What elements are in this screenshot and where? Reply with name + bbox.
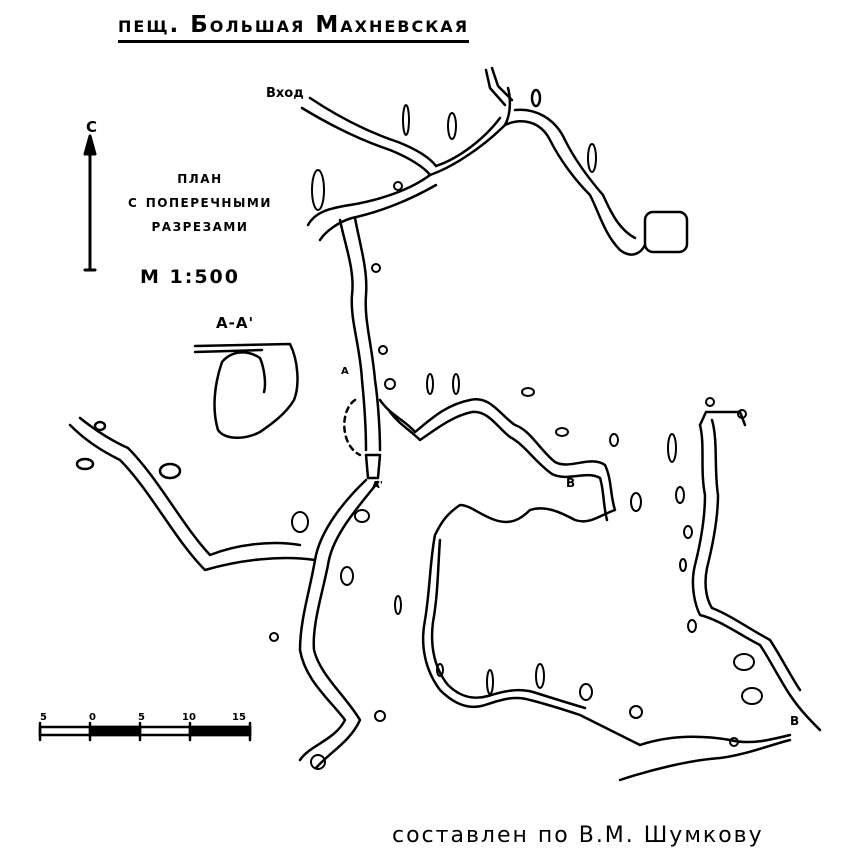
cave-detail-marks [270, 105, 762, 769]
north-label: С [86, 118, 98, 136]
entrance-label: Вход [266, 86, 304, 101]
section-marker-a: А [341, 366, 349, 377]
scale-ratio: М 1:500 [140, 266, 241, 288]
section-marker-b-2: В [790, 714, 800, 728]
scale-bar-tick: 15 [232, 712, 246, 723]
scale-bar-tick: 5 [40, 712, 47, 723]
north-arrow-icon [85, 136, 95, 270]
plan-label-line-1: план [177, 168, 223, 188]
scale-bar-tick: 5 [138, 712, 145, 723]
main-passage [40, 68, 820, 780]
scale-bar-tick: 0 [89, 712, 96, 723]
plan-label-line-3: разрезами [151, 216, 249, 236]
cross-section-label: А-А' [216, 314, 255, 332]
plan-label-line-2: с поперечными [128, 192, 272, 212]
scale-bar-tick: 10 [182, 712, 196, 723]
section-marker-a-prime: А' [372, 480, 383, 491]
credit-line: составлен по В.М. Шумкову [392, 823, 764, 848]
section-marker-b-1: В [566, 476, 576, 490]
map-title: пещ. Большая Махневская [118, 12, 469, 43]
